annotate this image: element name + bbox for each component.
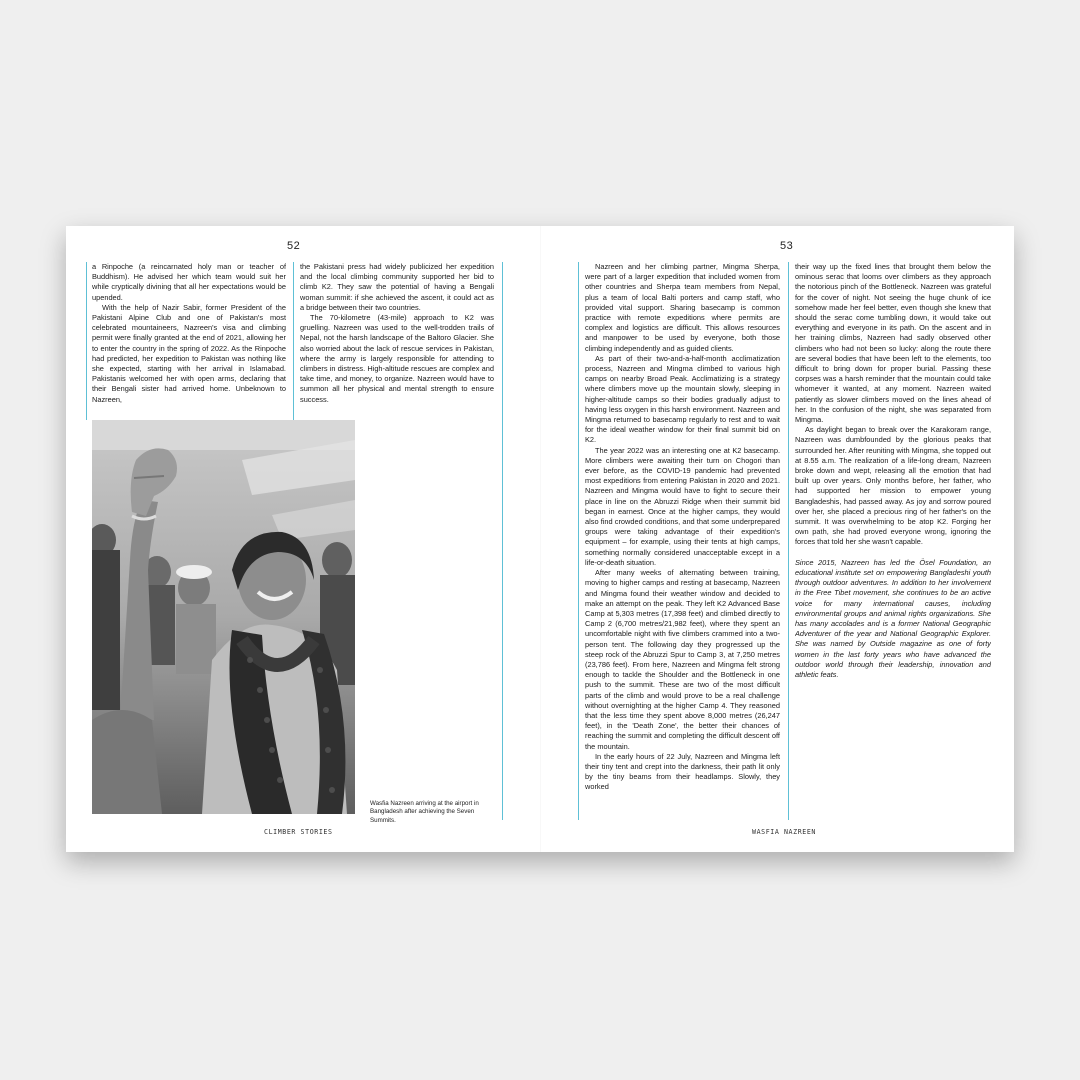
page-number-right: 53: [780, 240, 794, 252]
book-spread: [66, 226, 1014, 852]
column-rule: [293, 262, 294, 420]
left-column-2: [300, 262, 494, 418]
photo-wasfia-nazreen: [92, 420, 355, 814]
photo-illustration: [92, 420, 355, 814]
paragraph: After many weeks of alternating between training, moving to higher camps and resting at basecamp, Nazreen and Mingma found their weather window and decided to make an attempt on the peak. They left K2 Advanced Base Camp at 5,303 metres (17,398 feet) and climbed directly to Camp 2 (6,700 metres/21,982 feet), where they spent an uncomfortable night with five climbers crammed into a two-person tent. The following day they progressed up the steep rock of the Abruzzi Spur to Camp 3, at 7,250 metres (23,786 feet). From here, Nazreen and Mingma felt strong enough to tackle the Shoulder and the Bottleneck in one push to the summit. These are two of the most difficult parts of the climb and would prove to be a real challenge without overnighting at the higher Camp 4. They reasoned that the less time they spent above 8,000 metres (26,247 feet), in the 'Death Zone', the better their chances of reaching the summit and completing the difficult descent off the mountain.: [585, 568, 780, 751]
paragraph: In the early hours of 22 July, Nazreen and Mingma left their tiny tent and crept into the darkness, their path lit only by the tiny beams from their headlamps. Slowly, they worked: [585, 751, 780, 792]
right-column-2: [795, 262, 991, 822]
photo-caption: Wasfia Nazreen arriving at the airport in Bangladesh after achieving the Seven Summits.: [370, 800, 479, 824]
paragraph: the Pakistani press had widely publicized her expedition and the local climbing community supported her bid to climb K2. They saw the potential of having a Bengali woman summit: if she achieved the ascent, it could act as a bridge between their two countries.: [300, 262, 494, 312]
paragraph: The year 2022 was an interesting one at K2 basecamp. More climbers were awaiting their turn on Chogori than ever before, as the COVID-19 pandemic had prevented most expeditions from entering Pakistan in 2020 and 2021. Nazreen and Mingma would have to fight to secure their place in line on the Abruzzi Ridge when their summit bid began in earnest. Once at the higher camps, they would also find crowded conditions, and that some underprepared groups were taking advantage of their expedition's equipment – for example, using their tents at high camps, something normally considered unacceptable except in a life-or-death situation.: [585, 445, 780, 567]
paragraph: The 70-kilometre (43-mile) approach to K2 was gruelling. Nazreen was used to the well-trodden trails of Nepal, not the harsh landscape of the Baltoro Glacier. She also worried about the lack of rescue services in Pakistan, where the army is largely responsible for attending to climbers in distress. High-altitude rescues are complex and take time, and money, to organize. Nazreen would have to summon all her physical and mental strength to ensure success.: [300, 313, 494, 404]
paragraph: As part of their two-and-a-half-month acclimatization process, Nazreen and Mingma climbed to various high camps on nearby Broad Peak. Acclimatizing is a strategy where climbers move up the mountain slowly, sleeping in higher-altitude camps so their bodies gradually adjust to having less oxygen in this harsh environment. Nazreen and Mingma returned to basecamp regularly to rest and to wait for the ideal weather window for their final summit bid on K2.: [585, 353, 780, 445]
left-column-1: [92, 262, 286, 418]
column-rule: [578, 262, 579, 820]
column-rule: [502, 262, 503, 820]
gutter: [540, 226, 541, 852]
paragraph: With the help of Nazir Sabir, former President of the Pakistani Alpine Club and one of Pakistan's most celebrated mountaineers, Nazreen's visa and climbing permit were finally granted at the end of 2021, allowing her to enter the country in the spring of 2022. As the Rinpoche had predicted, her expedition to Pakistan was nothing like she expected, starting with her arrival in Islamabad. Pakistanis welcomed her with open arms, declaring that their Bengali sister had arrived home. Unbeknown to Nazreen,: [92, 302, 286, 404]
page-number-left: 52: [287, 240, 301, 252]
running-footer-right: WASFIA NAZREEN: [752, 828, 816, 836]
column-rule: [86, 262, 87, 420]
paragraph: a Rinpoche (a reincarnated holy man or teacher of Buddhism). He advised her which team would suit her while cryptically divining that all her expectations would be upended.: [92, 262, 286, 302]
paragraph: As daylight began to break over the Karakoram range, Nazreen was dumbfounded by the glorious peaks that surrounded her. After reuniting with Mingma, she topped out at 8.55 a.m. The realization of a life-long dream, Nazreen broke down and wept, releasing all the emotion that had built up over years. Only months before, her father, who had supported her mission to empower young Bangladeshis, had passed away. As joy and sorrow poured over her, she placed a precious ring of her father's on the summit. It was overwhelming to be atop K2. Forging her own path, she had proved everyone wrong, ignoring the forces that told her she wasn't capable.: [795, 425, 991, 547]
paragraph: Nazreen and her climbing partner, Mingma Sherpa, were part of a larger expedition that included women from other countries and Sherpa team members from Nepal, plus a team of local Balti porters and camp staff, who provided vital support. Sharing basecamp is common practice with remote expeditions where permits are complex and logistics are difficult. This allows resources and manpower to be used by everyone, both those climbing independently and as guided clients.: [585, 262, 780, 353]
paragraph: their way up the fixed lines that brought them below the ominous serac that looms over climbers as they approach the notorious pinch of the Bottleneck. Nazreen was grateful for the cover of night. Not seeing the huge chunk of ice somehow made her feel better, even though she knew that should the serac come tumbling down, it would take out everything and everyone in its path. On the ascent and in her training climbs, Nazreen had sadly observed other climbers who had not been so lucky: along the route there are several bodies that have been left to the elements, too difficult to bring down for proper burial. Passing these corpses was a harsh reminder that the mountain could take whomever it wanted, at any moment. Nazreen waited patiently as slower climbers moved on the lines ahead of her. In the confusion of the night, she was separated from Mingma.: [795, 262, 991, 425]
right-column-1: [585, 262, 780, 822]
author-bio: Since 2015, Nazreen has led the Ösel Foundation, an educational institute set on empowering Bangladeshi youth through outdoor adventures. In addition to her involvement in the Free Tibet movement, she continues to be an active voice for many international causes, including environmental groups and animal rights organizations. She has many accolades and is a former National Geographic Adventurer of the year and National Geographic Explorer. She was named by Outside magazine as one of forty women in the last forty years who have advanced the outdoor world through their leadership, innovation and athletic feats.: [795, 557, 991, 679]
column-rule: [788, 262, 789, 820]
running-footer-left: CLIMBER STORIES: [264, 828, 333, 836]
